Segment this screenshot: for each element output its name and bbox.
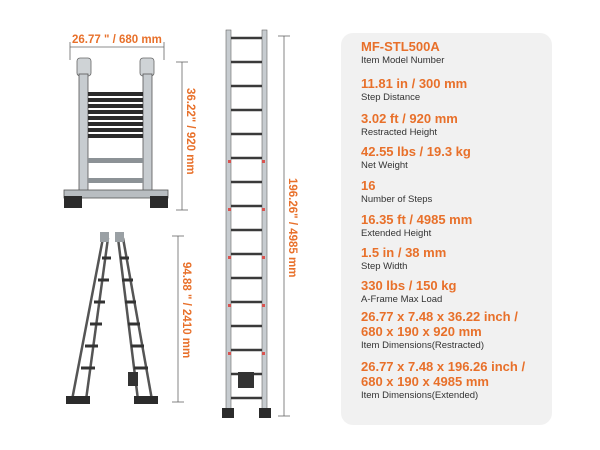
- spec-retracted-height: [361, 111, 458, 139]
- spec-value: 1.5 in / 38 mm: [361, 245, 447, 260]
- spec-dimensions-retracted: [361, 309, 518, 352]
- spec-label: Net Weight: [361, 160, 408, 171]
- spec-panel: [341, 33, 552, 425]
- spec-extended-height: [361, 212, 472, 240]
- spec-label: Restracted Height: [361, 127, 438, 138]
- spec-label: Extended Height: [361, 228, 432, 239]
- extended-height-label: 196.26" / 4985 mm: [286, 178, 298, 278]
- spec-dimensions-extended: [361, 359, 525, 402]
- spec-value: 26.77 x 7.48 x 36.22 inch /: [361, 309, 518, 324]
- width-dimension-label: 26.77 " / 680 mm: [72, 34, 162, 46]
- spec-aframe-max-load: [361, 278, 456, 306]
- spec-label: A-Frame Max Load: [361, 294, 443, 305]
- spec-value: 42.55 lbs / 19.3 kg: [361, 144, 471, 159]
- spec-value: MF-STL500A: [361, 39, 440, 54]
- spec-value-line2: 680 x 190 x 920 mm: [361, 324, 482, 339]
- spec-label: Number of Steps: [361, 194, 433, 205]
- spec-number-of-steps: [361, 178, 432, 206]
- spec-label: Step Distance: [361, 92, 421, 103]
- spec-value: 11.81 in / 300 mm: [361, 76, 468, 91]
- spec-value: 16.35 ft / 4985 mm: [361, 212, 473, 227]
- spec-model: [361, 39, 444, 67]
- spec-value-line2: 680 x 190 x 4985 mm: [361, 374, 489, 389]
- spec-step-width: [361, 245, 446, 273]
- spec-value: 16: [361, 178, 376, 193]
- extended-ladder: [222, 30, 271, 418]
- spec-net-weight: [361, 144, 471, 172]
- spec-value: 3.02 ft / 920 mm: [361, 111, 458, 126]
- folded-height-label: 36.22" / 920 mm: [184, 88, 196, 175]
- spec-value: 26.77 x 7.48 x 196.26 inch /: [361, 359, 526, 374]
- spec-value: 330 lbs / 150 kg: [361, 278, 457, 293]
- spec-step-distance: [361, 76, 467, 104]
- folded-ladder: [64, 58, 168, 208]
- spec-label: Step Width: [361, 261, 408, 272]
- spec-label: Item Dimensions(Restracted): [361, 340, 485, 351]
- spec-label: Item Model Number: [361, 55, 445, 66]
- spec-label: Item Dimensions(Extended): [361, 390, 479, 401]
- aframe-ladder: [66, 232, 158, 404]
- aframe-height-label: 94.88 " / 2410 mm: [180, 262, 192, 359]
